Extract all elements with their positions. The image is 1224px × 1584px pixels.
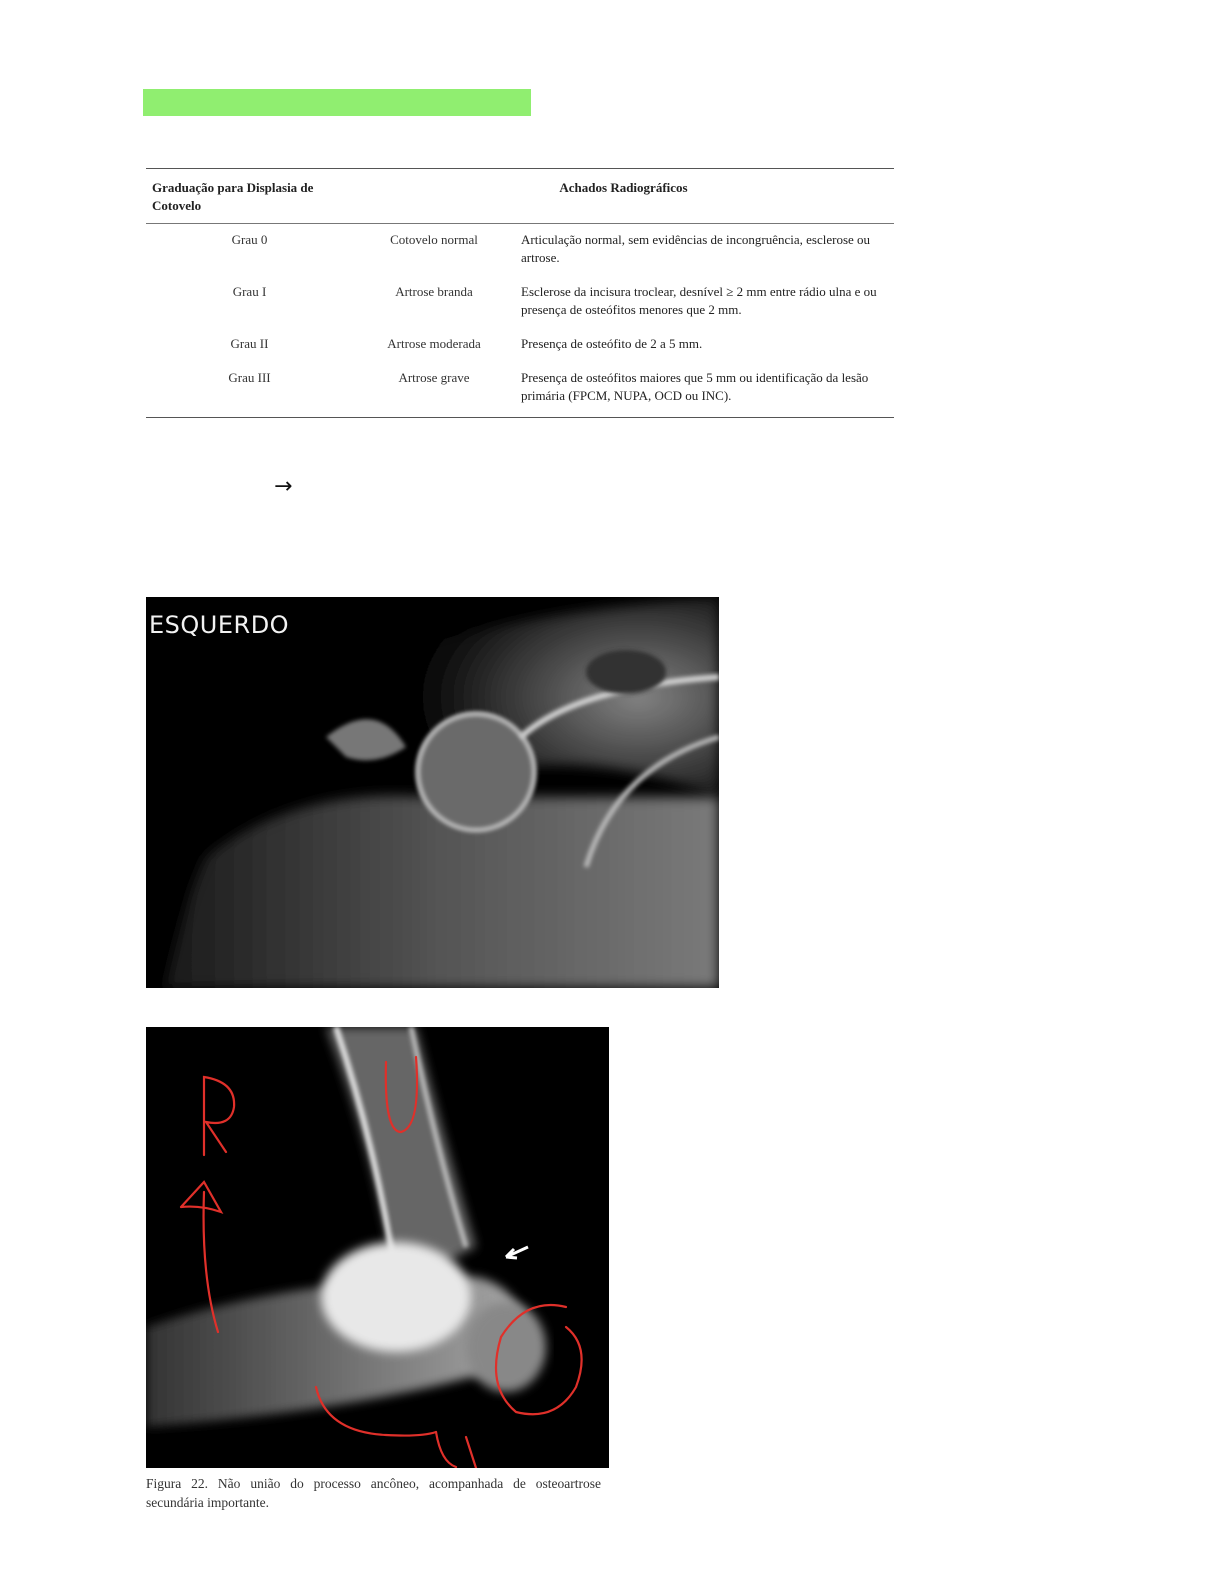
table-row (146, 328, 894, 362)
grade-cell: Grau I (232, 284, 267, 299)
class-cell: Cotovelo normal (390, 232, 478, 247)
table-row (146, 224, 894, 277)
grade-cell: Grau III (146, 362, 353, 418)
grade-cell: Grau II (230, 336, 269, 351)
xray-side-label: ESQUERDO (149, 611, 290, 639)
class-cell: Artrose moderada (387, 336, 481, 351)
class-cell: Artrose branda (395, 284, 473, 299)
table-row (146, 362, 894, 418)
elbow-dysplasia-grade-table (146, 168, 894, 418)
right-arrow-icon: → (274, 474, 293, 499)
figure-caption: Figura 22. Não união do processo ancôneo, acompanhada de osteoartrose secundária importante. (146, 1476, 601, 1510)
header-findings: Achados Radiográficos (353, 169, 894, 224)
xray-left-elbow-graphic (146, 597, 719, 988)
grade-cell: Grau 0 (231, 232, 268, 247)
xray-annotated-elbow-image (146, 1027, 609, 1468)
xray-left-elbow-image (146, 597, 719, 988)
table-header-row (146, 169, 894, 224)
finding-cell: Presença de osteófito de 2 a 5 mm. (521, 336, 703, 351)
header-grade: Graduação para Displasia de Cotovelo (146, 169, 353, 224)
finding-cell: Esclerose da incisura troclear, desnível ≥ 2 mm entre rádio ulna e ou presença de osteófitos menores que 2 mm. (521, 284, 877, 317)
highlight-bar (143, 89, 531, 116)
class-cell: Artrose grave (353, 362, 515, 418)
table-row (146, 276, 894, 328)
xray-annotated-elbow-graphic (146, 1027, 609, 1468)
finding-cell: Presença de osteófitos maiores que 5 mm ou identificação da lesão primária (FPCM, NUPA, OCD ou INC). (515, 362, 894, 418)
finding-cell: Articulação normal, sem evidências de incongruência, esclerose ou artrose. (521, 232, 871, 265)
